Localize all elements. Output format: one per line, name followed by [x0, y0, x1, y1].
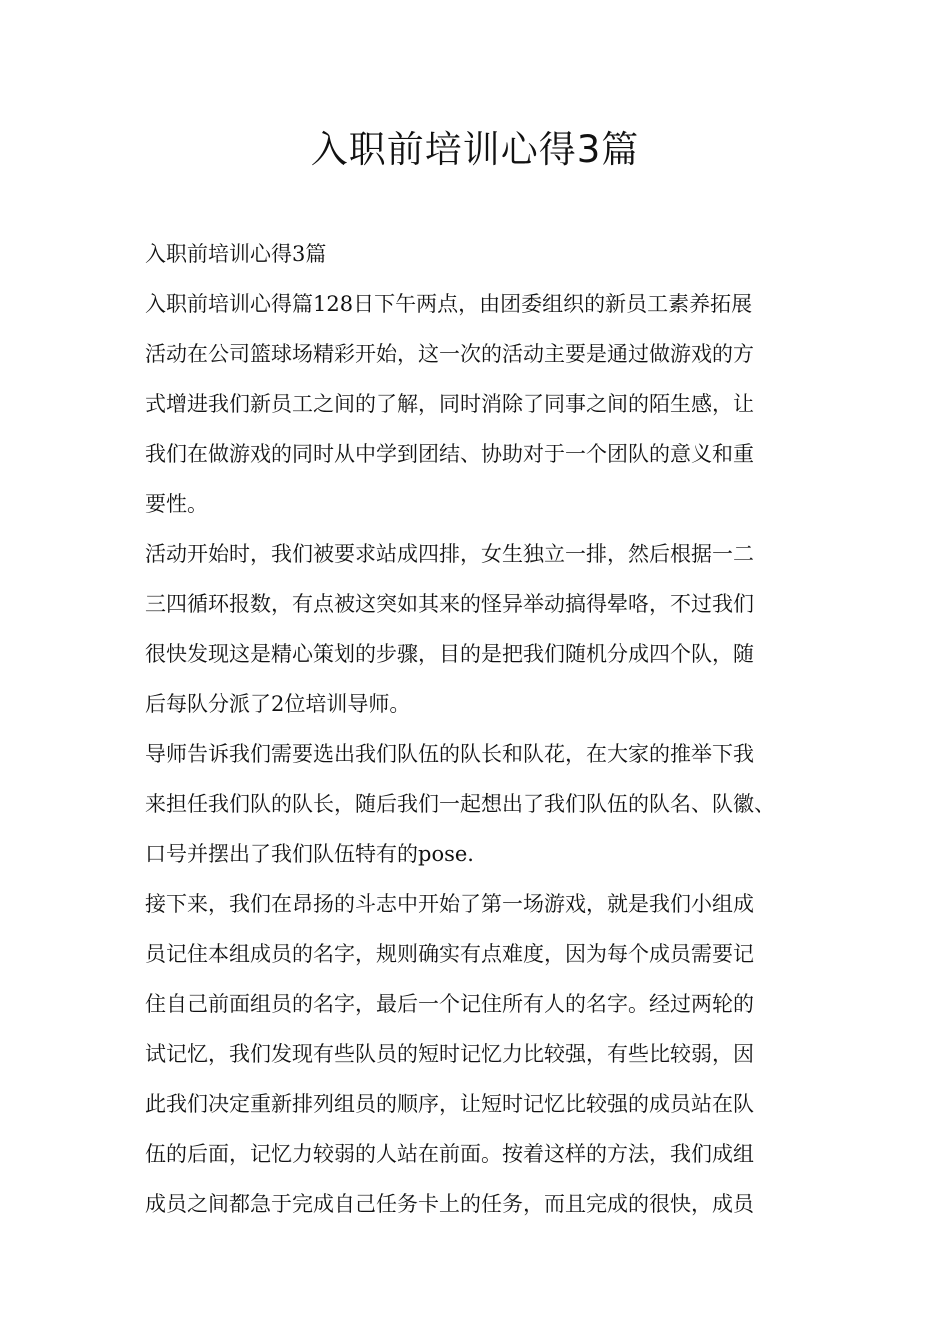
- text-line: 试记忆，我们发现有些队员的短时记忆力比较强，有些比较弱，因: [145, 1042, 754, 1066]
- document-body: [145, 229, 825, 1229]
- text-line: 员记住本组成员的名字，规则确实有点难度，因为每个成员需要记: [145, 942, 754, 966]
- text-line: 住自己前面组员的名字，最后一个记住所有人的名字。经过两轮的: [145, 992, 754, 1016]
- text-line: 活动在公司篮球场精彩开始，这一次的活动主要是通过做游戏的方: [145, 342, 754, 366]
- text-line: 后每队分派了2位培训导师。: [145, 692, 411, 716]
- text-line: 我们在做游戏的同时从中学到团结、协助对于一个团队的意义和重: [145, 442, 754, 466]
- text-line: 入职前培训心得篇128日下午两点，由团委组织的新员工素养拓展: [145, 292, 753, 316]
- text-line: 很快发现这是精心策划的步骤，目的是把我们随机分成四个队，随: [145, 642, 754, 666]
- text-line: 要性。: [145, 492, 208, 516]
- text-line: 伍的后面，记忆力较弱的人站在前面。按着这样的方法，我们成组: [145, 1142, 754, 1166]
- text-line: 口号并摆出了我们队伍特有的pose.: [145, 842, 474, 866]
- document-title: 入职前培训心得3篇: [310, 128, 640, 171]
- text-line: 此我们决定重新排列组员的顺序，让短时记忆比较强的成员站在队: [145, 1092, 754, 1116]
- text-line: 导师告诉我们需要选出我们队伍的队长和队花，在大家的推举下我: [145, 742, 754, 766]
- text-line: 活动开始时，我们被要求站成四排，女生独立一排，然后根据一二: [145, 542, 754, 566]
- text-line: 来担任我们队的队长，随后我们一起想出了我们队伍的队名、队徽、: [145, 792, 775, 816]
- text-line: 式增进我们新员工之间的了解，同时消除了同事之间的陌生感，让: [145, 392, 754, 416]
- text-line: 三四循环报数，有点被这突如其来的怪异举动搞得晕咯，不过我们: [145, 592, 754, 616]
- text-line: 接下来，我们在昂扬的斗志中开始了第一场游戏，就是我们小组成: [145, 892, 754, 916]
- text-line: 入职前培训心得3篇: [145, 242, 327, 266]
- text-line: 成员之间都急于完成自己任务卡上的任务，而且完成的很快，成员: [145, 1192, 754, 1216]
